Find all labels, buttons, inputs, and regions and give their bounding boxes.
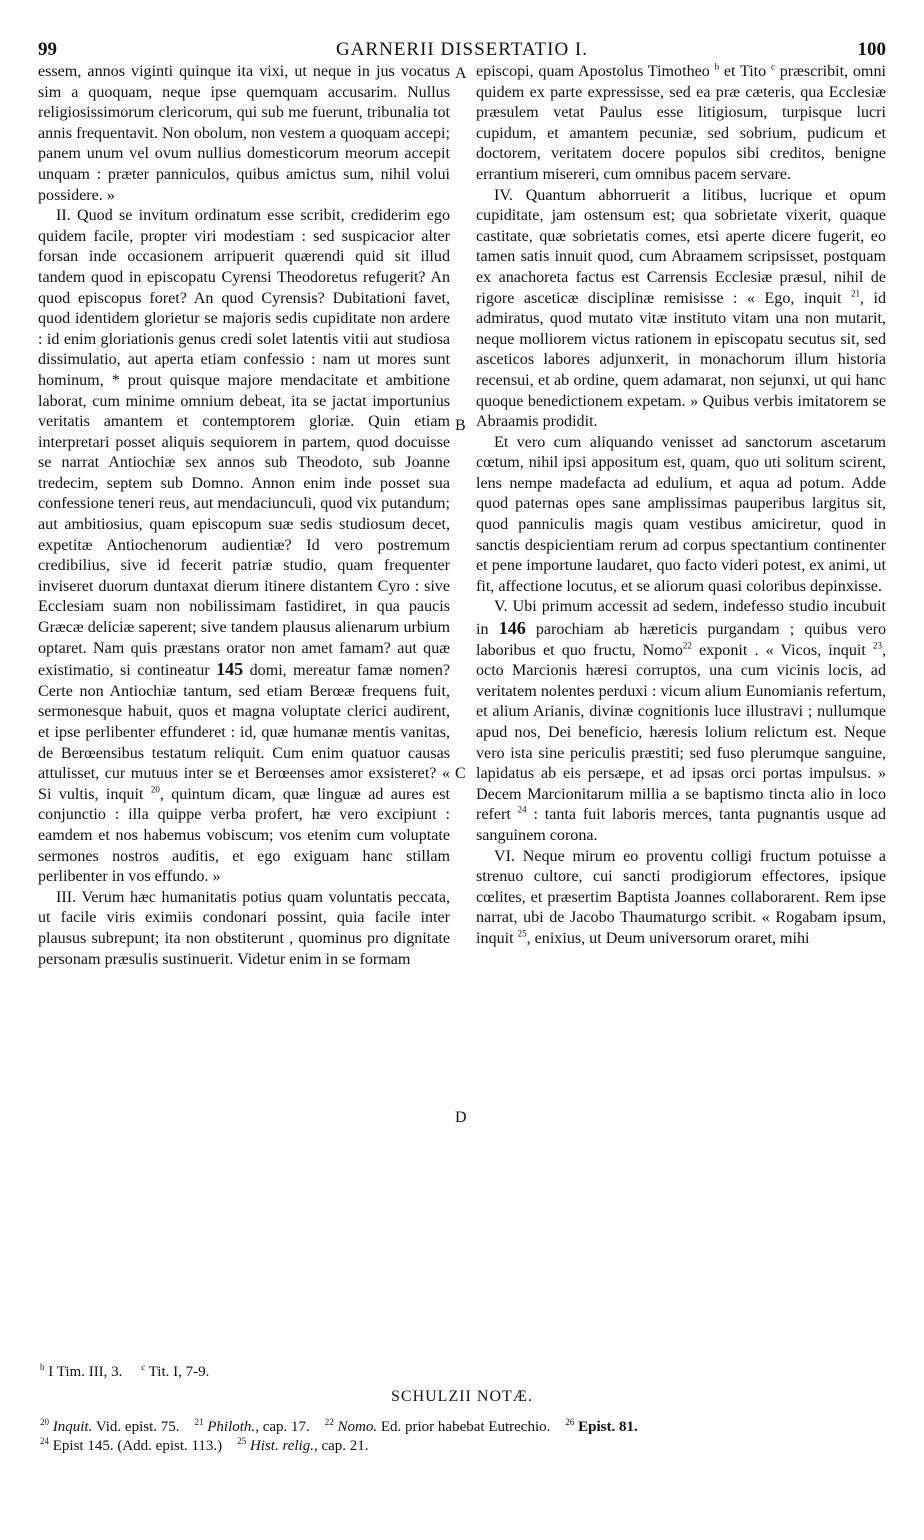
paragraph-text: , enixius, ut Deum universorum oraret, mihi <box>526 929 810 947</box>
note-text: Epist. 81. <box>578 1419 638 1435</box>
note-ref: 21 <box>850 288 860 299</box>
paragraph <box>476 186 886 433</box>
page-number-right: 100 <box>857 39 886 60</box>
paragraph <box>476 597 886 846</box>
footnote-mark: b <box>40 1362 45 1372</box>
note-ref: b <box>714 61 720 72</box>
note-mark: 22 <box>324 1417 334 1427</box>
note-text: Ed. prior habebat Eutrechio. <box>380 1419 551 1435</box>
paragraph-text: exponit . « Vicos, inquit <box>699 641 866 659</box>
margin-marker-d: D <box>455 1109 467 1126</box>
original-page-number: 145 <box>216 659 244 680</box>
paragraph-text: Neque mirum eo proventu colligi fructum potuisse a strenuo cultore, cui sancti prodigiorum effectores, ipsique cœlites, et præsertim Baptista Joannes collaborarent. Rem ipse narrat, ubi de Jacobo Thaumaturgo scribit. « Rogabam ipsum, inquit <box>476 847 886 947</box>
page-header <box>38 38 886 62</box>
right-column <box>476 62 886 950</box>
note-mark: 25 <box>237 1436 247 1446</box>
note-lemma: Inquit. <box>52 1419 93 1435</box>
note-ref: 23 <box>872 640 882 651</box>
section-number: III. <box>56 888 77 906</box>
paragraph-text: Ubi primum accessit ad sedem, indefesso studio incubuit in <box>476 598 886 639</box>
paragraph <box>38 206 450 888</box>
paragraph-text: et Tito <box>723 63 767 80</box>
margin-marker-c: C <box>455 765 466 782</box>
note-ref: 24 <box>517 805 527 816</box>
paragraph <box>38 62 450 206</box>
footnote-mark: c <box>141 1362 146 1372</box>
paragraph-text: præscribit, omni quidem ex parte expressisse, sed ea præ cæteris, qua Ecclesiæ præsulem vetat Paulus esse litigiosum, turpisque lucri cupidum, et amantem pecuniæ, sed sobrium, pudicum et doctorem, veritatem docere populos sibi creditos, benigne errantium misereri, cum omnibus pacem servare. <box>476 63 886 183</box>
section-number: VI. <box>494 847 516 865</box>
paragraph-text: : tanta fuit laboris merces, tanta pugnantis usque ad sanguinem corona. <box>476 806 886 844</box>
section-number: IV. <box>494 186 513 204</box>
note-ref: c <box>770 61 775 72</box>
note-ref: 22 <box>682 640 692 651</box>
editor-notes <box>40 1418 890 1456</box>
footnotes <box>40 1364 209 1381</box>
note-text: , cap. 21. <box>313 1438 369 1454</box>
note-mark: 24 <box>40 1436 49 1446</box>
footnote-text: I Tim. III, 3. <box>48 1364 123 1380</box>
paragraph-text: domi, mereatur famæ nomen? Certe non Antiochiæ tantum, sed etiam Berœæ frequens fuit, sermonesque habuit, quos et magna voluptate clerici audirent, et ipse perlibenter effunderet : id, quæ humanæ mentis vanitas, de Berœensibus testatum reliquit. Cum enim quatuor causas attulisset, cur mutuus inter se et Berœenses amor exsisteret? « Si vultis, inquit <box>38 662 451 803</box>
note-ref: 20 <box>150 784 160 795</box>
paragraph <box>476 62 886 186</box>
paragraph-text: episcopi, quam Apostolus Timotheo <box>476 63 710 80</box>
running-title: GARNERII DISSERTATIO I. <box>335 39 589 60</box>
page-number-left: 99 <box>38 39 57 60</box>
paragraph <box>476 847 886 950</box>
note-mark: 21 <box>194 1417 204 1427</box>
section-number: V. <box>494 598 508 616</box>
notes-line <box>40 1418 890 1437</box>
paragraph <box>476 433 886 598</box>
paragraph-text: Verum hæc humanitatis potius quam voluntatis peccata, ut facile viris eximiis condonari possint, quia facile inter plausus subrepunt; ita non obstiterunt , quominus pro dignitate personam præsulis sustinuerit. Videtur enim in se formam <box>38 888 450 968</box>
left-column <box>38 62 450 970</box>
note-text: , cap. 17. <box>255 1419 310 1435</box>
paragraph-text: , id admiratus, quod mutato vitæ instituto vitam una non mutarit, neque molliorem victus rationem in episcopatu secutus sit, sed asceticos labores adjunxerit, in monachorum illum historia recensui, et ab ordine, quem adamarat, non sejunxi, ut qui hanc quoque benedictionem expetam. » Quibus verbis imitatorem se Abraamis prodidit. <box>476 289 887 431</box>
paragraph <box>38 888 450 970</box>
section-number: II. <box>56 207 71 225</box>
paragraph-text: , octo Marcionis hæresi corruptos, una cum vicinis locis, ad veritatem nolentes perduxi : vicum alium Eunomianis refertum, et alium Arianis, divinæ cognitionis luce illustravi ; nullumque apud nos, Dei beneficio, hæresis lolium relictum est. Neque vero ista sine periculis præstiti; sed fuso plerumque sanguine, lapidatus ab eis persæpe, et ad ipsas orci portas impulsus. » Decem Marcionitarum millia a se baptismo tincta alio in loco refert <box>476 641 886 824</box>
original-page-number: 146 <box>498 618 526 639</box>
paragraph-text: parochiam ab hæreticis purgandam ; quibus vero laboribus et quo fructu, Nomo <box>476 621 887 659</box>
margin-marker-b: B <box>455 417 466 434</box>
notes-title: SCHULZII NOTÆ. <box>391 1388 533 1405</box>
paragraph-text: essem, annos viginti quinque ita vixi, ut neque in jus vocatus sim a quoquam, neque ipse quemquam accusarim. Nullus religiosissimorum clericorum, qui sub me fuerunt, tribunalia tot annis frequentavit. Non obolum, non vestem a quoquam accepi; panem unum vel ovum nullius domesticorum meorum accepit unquam : præter panniculos, quibus amictus sum, nihil volui possidere. » <box>38 63 450 204</box>
note-lemma: Nomo. <box>337 1419 378 1435</box>
margin-marker-a: A <box>455 65 467 82</box>
paragraph-text: , quintum dicam, quæ linguæ ad aures est conjunctio : illa quippe verba profert, hæ vero excipiunt : eamdem et nos habemus vobiscum; vos etenim cum voluptate sermones nostros auditis, et ego exiguam hanc stillam perlibenter in vos effundo. » <box>38 785 450 886</box>
note-ref: 25 <box>517 928 527 939</box>
note-lemma: Philoth. <box>207 1419 256 1435</box>
note-text: Epist 145. (Add. epist. 113.) <box>52 1438 223 1454</box>
note-mark: 20 <box>40 1417 49 1427</box>
paragraph-text: Quod se invitum ordinatum esse scribit, crediderim ego quidem facile, propter viri modestiam : sed suspicacior alter forsan inde occasionem arripuerit quærendi quid sit illud tandem quod in episcopatu Cyrensi Theodoretus refugerit? An quod episcopus foret? An quod Cyrensis? Dubitationi favet, quod identidem glorietur se majoris sedis cupiditate non ardere : id enim gloriationis genus credi solet latentis vitii aut studiosa dissimulatio, aut aperta etiam confessio : nam ut mores sunt hominum, * prout quisque majore mendacitate et ambitione laborat, cum minime omnium debeat, ita se jactat importunius veritatis amantem et contemptorem gloriæ. Quin etiam interpretari posset aliquis sequiorem in partem, quod docuisse se narrat Antiochiæ sex annos sub Theodoto, sub Joanne tredecim, septem sub Domno. Annon enim inde posset sua confessione teneri reus, aut mendaciunculi, quod vix putandum; aut ambitiosius, quam episcopum suæ sedis studiosum decet, expetitæ Antiochenorum audientiæ? Id vero postremum credibilius, sive id fecerit patriæ studio, quam frequenter inviseret duorum duntaxat dierum itinere distantem Cyro : sive Ecclesiam suam non nobilissimam fastidiret, in qua paucis Græcæ deliciæ saperent; sive tandem plausus alienarum urbium optaret. Nam quis præstans orator non amet famam? aut quæ existimatio, si contineatur <box>38 207 450 680</box>
footnote-text: Tit. I, 7-9. <box>148 1364 210 1380</box>
note-mark: 26 <box>565 1417 575 1427</box>
notes-line <box>40 1437 890 1456</box>
paragraph-text: Et vero cum aliquando venisset ad sanctorum ascetarum cœtum, nihil ipsi appositum est, quam, quo uti solitum scirent, lens nempe madefacta ad edulium, et aqua ad potum. Adde quod paternas opes sane amplissimas pauperibus largitus sit, quod panniculis magis quam vestibus amiciretur, quod in sanctis despicientiam rerum ad corpus spectantium continenter et pene importune laudaret, quo facto videri potest, ex animi, ut fit, affectione locutus, et se aliorum quasi coloribus depinxisse. <box>476 433 886 595</box>
paragraph-text: Quantum abhorruerit a litibus, lucrique et opum cupiditate, jam ostensum est; qua sobrietate vixerit, quaque castitate, quæ sobrietatis comes, etsi aperte dicere fugerit, eo tamen satis innuit quod, cum Abraamem scripsisset, postquam ex anachoreta factus est Carrensis Ecclesiæ præsul, nihil de rigore asceticæ disciplinæ remisisse : « Ego, inquit <box>476 186 886 307</box>
note-text: Vid. epist. 75. <box>95 1419 180 1435</box>
note-lemma: Hist. relig. <box>249 1438 314 1454</box>
